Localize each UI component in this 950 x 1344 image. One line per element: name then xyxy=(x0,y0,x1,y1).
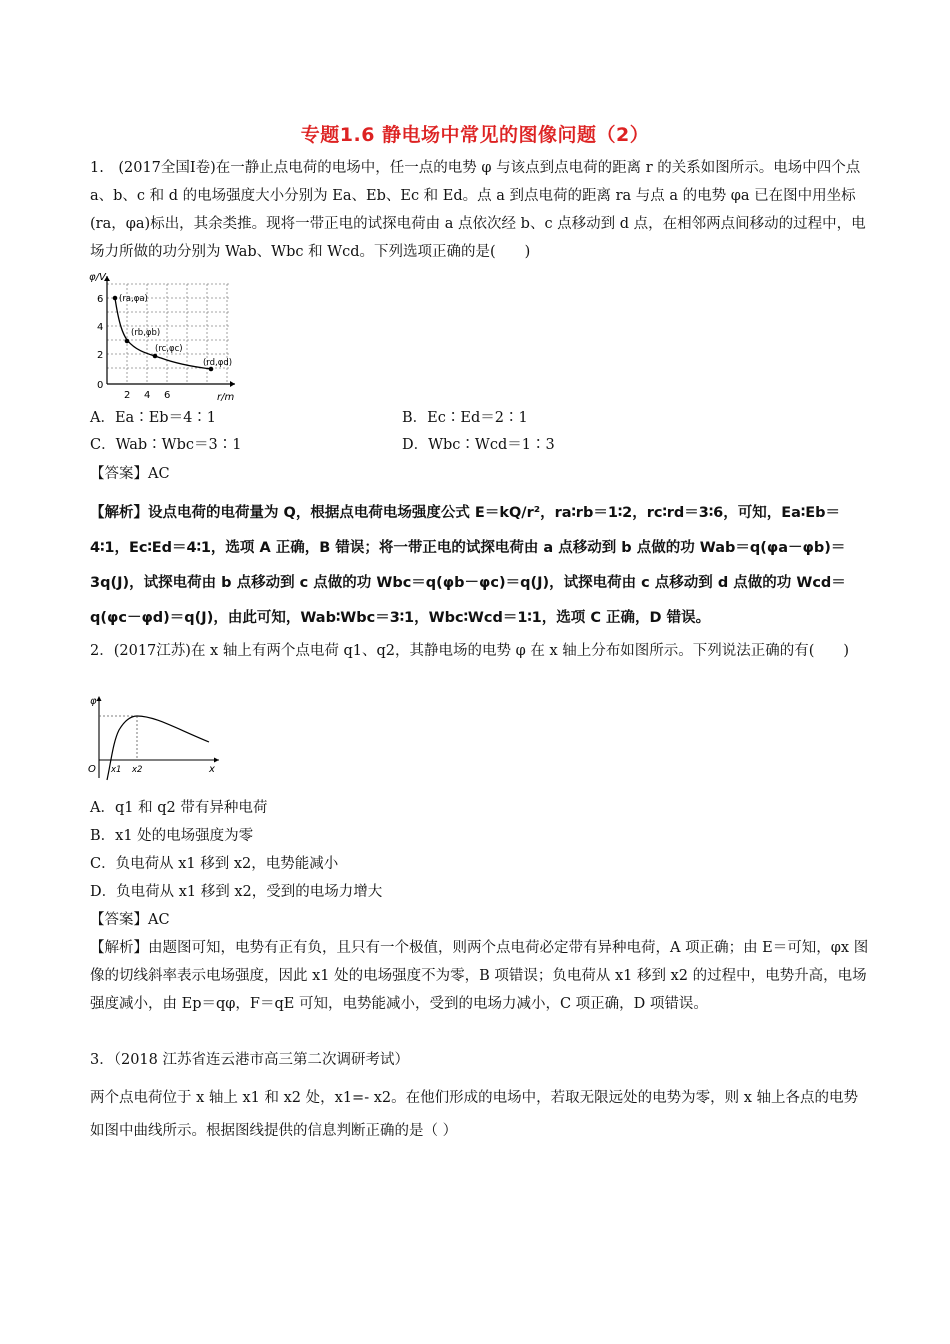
origin-label: O xyxy=(88,764,96,775)
page-title: 专题1.6 静电场中常见的图像问题（2） xyxy=(300,124,650,146)
q3-header: 3．（2018 江苏省连云港市高三第二次调研考试） xyxy=(90,1052,409,1068)
q1-option-b: B．Ec∶Ed＝2∶1 xyxy=(402,410,528,426)
question-1-figure xyxy=(85,270,245,414)
q2-option-c: C．负电荷从 x1 移到 x2，电势能减小 xyxy=(90,856,339,872)
x2-label: x2 xyxy=(132,765,143,775)
q1-option-d: D．Wbc∶Wcd＝1∶3 xyxy=(402,437,555,453)
phi-axis-label: φ xyxy=(90,696,97,707)
question-1-text: 1. (2017全国Ⅰ卷)在一静止点电荷的电场中，任一点的电势 φ 与该点到点电荷的距离 r 的关系如图所示。电场中四个点 a、b、c 和 d 的电场强度大小分别为 Ea、Eb、Ec 和 Ed。点 a 到点电荷的距离 ra 与点 a 的电势 φa 已在图中用坐标(ra，φa)标出，其余类推。现将一带正电的试探电荷由 a 点依次经 b、c 点移动到 d 点，在相邻两点间移动的过程中，电场力所做的功分别为 Wab、Wbc 和 Wcd。下列选项正确的是( ) xyxy=(90,160,866,260)
x1-label: x1 xyxy=(111,765,122,775)
x-tick: 2 xyxy=(124,390,131,401)
point-a-label: (ra,φa) xyxy=(119,294,148,304)
y-tick: 4 xyxy=(97,322,104,333)
y-axis-label: φ/V xyxy=(89,272,106,283)
point-d-label: (rd,φd) xyxy=(203,358,233,368)
point-c xyxy=(153,354,158,359)
point-b xyxy=(125,339,130,344)
x-axis-label: x xyxy=(209,764,215,775)
q2-answer: 【答案】AC xyxy=(90,912,170,928)
point-c-label: (rc,φc) xyxy=(155,344,183,354)
question-2-figure xyxy=(85,692,225,786)
y-tick: 0 xyxy=(97,380,104,391)
q1-analysis: 【解析】设点电荷的电荷量为 Q，根据点电荷电场强度公式 E＝kQ/r²，ra∶rb＝1∶2，rc∶rd＝3∶6，可知，Ea∶Eb＝4∶1，Ec∶Ed＝4∶1，选项 A 正确，B 错误；将一带正电的试探电荷由 a 点移动到 b 点做的功 Wab＝q(φa－φb)＝3q(J)，试探电荷由 b 点移动到 c 点做的功 Wbc＝q(φb－φc)＝q(J)，试探电荷由 c 点移动到 d 点做的功 Wcd＝q(φc－φd)＝q(J)，由此可知，Wab∶Wbc＝3∶1，Wbc∶Wcd＝1∶1，选项 C 正确，D 错误。 xyxy=(90,505,846,626)
y-tick: 6 xyxy=(97,294,104,305)
q1-option-a: A．Ea∶Eb＝4∶1 xyxy=(90,410,217,426)
x-axis-label: r/m xyxy=(217,392,235,403)
y-tick: 2 xyxy=(97,350,104,361)
q2-option-a: A．q1 和 q2 带有异种电荷 xyxy=(90,800,268,816)
q1-answer: 【答案】AC xyxy=(90,466,170,482)
q2-option-b: B．x1 处的电场强度为零 xyxy=(90,828,254,844)
q2-option-d: D．负电荷从 x1 移到 x2，受到的电场力增大 xyxy=(90,884,383,900)
q1-option-c: C．Wab∶Wbc＝3∶1 xyxy=(90,437,242,453)
x-tick: 4 xyxy=(144,390,151,401)
q2-analysis: 【解析】由题图可知，电势有正有负，且只有一个极值，则两个点电荷必定带有异种电荷，A 项正确；由 E＝可知，φx 图像的切线斜率表示电场强度，因此 x1 处的电场强度不为零，B 项错误；负电荷从 x1 移到 x2 的过程中，电势升高，电场强度减小，由 Ep＝qφ，F＝qE 可知，电势能减小，受到的电场力减小，C 项正确，D 项错误。 xyxy=(90,940,869,1012)
point-a xyxy=(113,296,118,301)
x-tick: 6 xyxy=(164,390,171,401)
question-2-text: 2．(2017江苏)在 x 轴上有两个点电荷 q1、q2，其静电场的电势 φ 在 x 轴上分布如图所示。下列说法正确的有( ) xyxy=(90,643,850,659)
question-3-text: 两个点电荷位于 x 轴上 x1 和 x2 处，x1=- x2。在他们形成的电场中，若取无限远处的电势为零，则 x 轴上各点的电势如图中曲线所示。根据图线提供的信息判断正确的是（ ） xyxy=(90,1090,858,1139)
point-b-label: (rb,φb) xyxy=(131,328,161,338)
